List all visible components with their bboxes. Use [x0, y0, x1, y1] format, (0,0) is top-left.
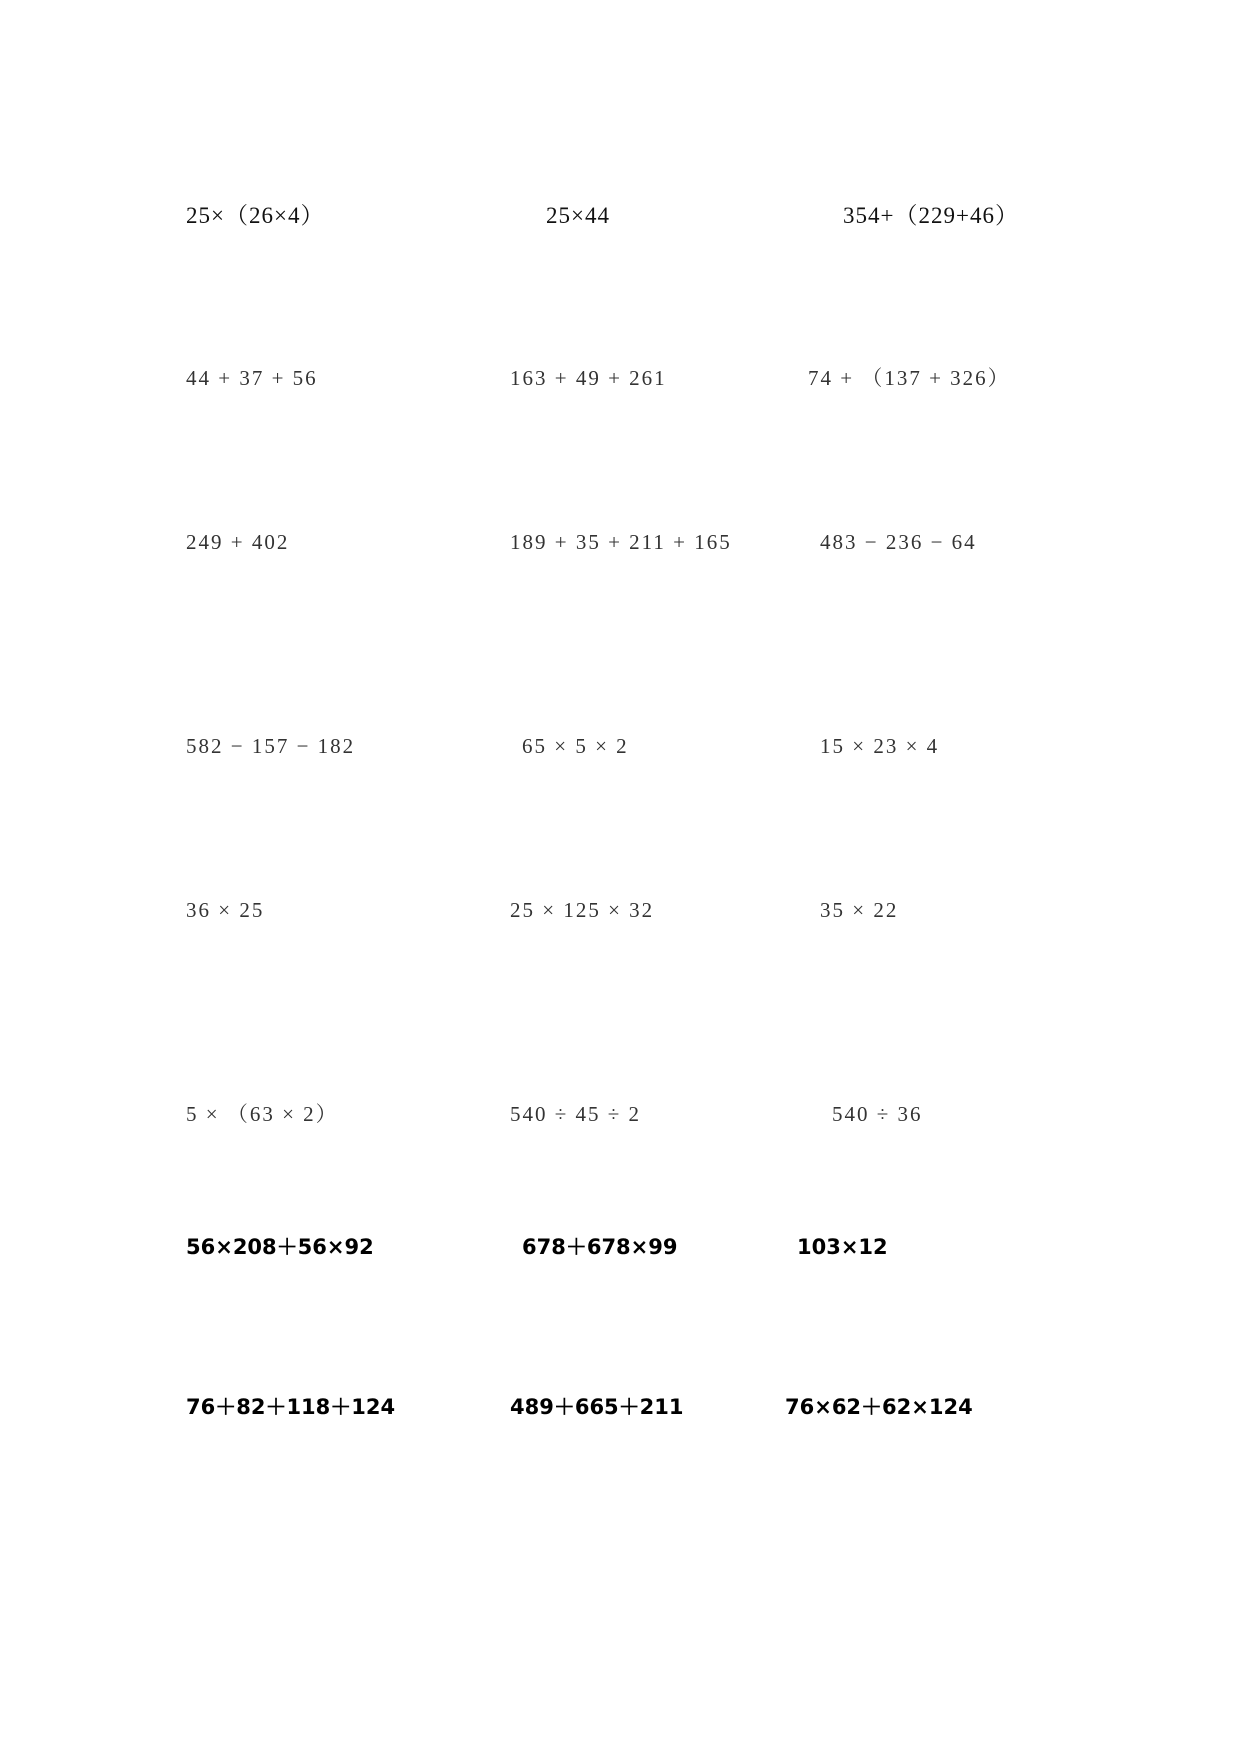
expression-r3-c3: 483 − 236 − 64 [820, 530, 977, 554]
expression-r5-c3: 35 × 22 [820, 898, 899, 922]
expression-r6-c3: 540 ÷ 36 [832, 1102, 923, 1126]
expression-r3-c1: 249 + 402 [186, 530, 290, 554]
expression-r5-c1: 36 × 25 [186, 898, 265, 922]
expression-r6-c1: 5 × （63 × 2） [186, 1102, 339, 1126]
expression-r7-c2: 678＋678×99 [522, 1235, 678, 1259]
expression-r2-c3: 74 + （137 + 326） [808, 366, 1011, 390]
expression-r5-c2: 25 × 125 × 32 [510, 898, 655, 922]
expression-r8-c3: 76×62＋62×124 [785, 1395, 973, 1419]
expression-r4-c3: 15 × 23 × 4 [820, 734, 940, 758]
expression-r4-c2: 65 × 5 × 2 [522, 734, 629, 758]
expression-r6-c2: 540 ÷ 45 ÷ 2 [510, 1102, 642, 1126]
expression-r8-c1: 76＋82＋118＋124 [186, 1395, 396, 1419]
expression-r1-c1: 25×（26×4） [186, 203, 325, 228]
expression-r1-c3: 354+（229+46） [843, 203, 1019, 228]
expression-r7-c3: 103×12 [797, 1235, 888, 1259]
expression-r4-c1: 582 − 157 − 182 [186, 734, 356, 758]
expression-r2-c2: 163 + 49 + 261 [510, 366, 667, 390]
expression-r8-c2: 489＋665＋211 [510, 1395, 684, 1419]
expression-r2-c1: 44 + 37 + 56 [186, 366, 318, 390]
expression-r3-c2: 189 + 35 + 211 + 165 [510, 530, 732, 554]
expression-r1-c2: 25×44 [546, 203, 610, 228]
expression-r7-c1: 56×208＋56×92 [186, 1235, 374, 1259]
